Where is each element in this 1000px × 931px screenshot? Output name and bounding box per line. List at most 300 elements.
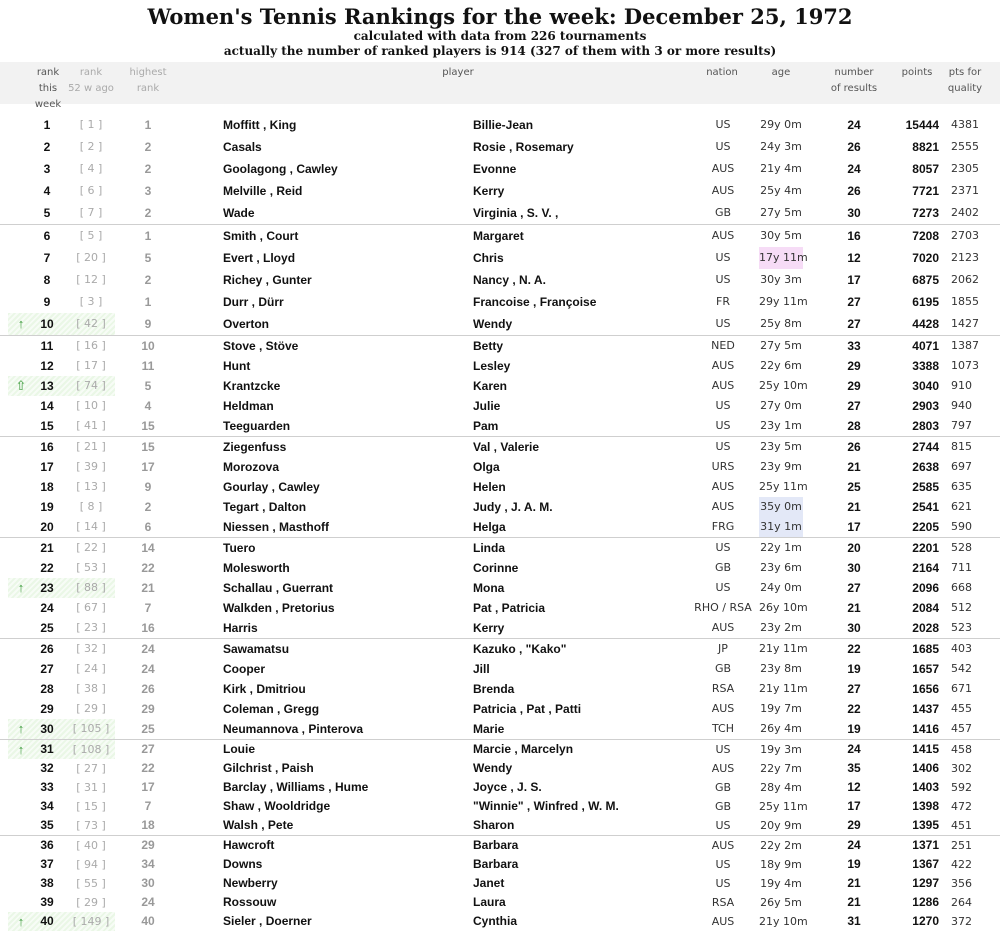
player-age: 17y 11m xyxy=(759,247,803,269)
player-nation: AUS xyxy=(711,162,735,175)
player-nation: AUS xyxy=(711,839,735,852)
points: 2205 xyxy=(912,520,939,534)
player-nation: AUS xyxy=(711,184,735,197)
player-age: 25y 4m xyxy=(760,184,802,197)
points-for-quality: 2062 xyxy=(951,273,979,286)
rank-52w-ago: [ 10 ] xyxy=(76,399,106,412)
points: 4071 xyxy=(912,339,939,353)
number-of-results: 30 xyxy=(847,561,861,575)
player-given-name: Patricia , Pat , Patti xyxy=(473,702,582,716)
points-for-quality: 472 xyxy=(951,800,972,813)
player-given-name: Brenda xyxy=(473,682,515,696)
page-title: Women's Tennis Rankings for the week: December 25, 1972 xyxy=(147,4,853,29)
points: 2028 xyxy=(912,621,939,635)
number-of-results: 21 xyxy=(847,601,861,615)
player-age: 19y 3m xyxy=(760,743,802,756)
player-age: 26y 4m xyxy=(760,722,802,735)
player-given-name: Val , Valerie xyxy=(473,440,540,454)
table-row[interactable] xyxy=(0,699,1000,719)
rank-this-week: 28 xyxy=(40,682,54,696)
points-for-quality: 2555 xyxy=(951,140,979,153)
points: 1415 xyxy=(912,742,939,756)
table-row[interactable] xyxy=(0,376,1000,396)
highest-rank: 1 xyxy=(144,295,152,309)
player-age: 22y 1m xyxy=(760,541,802,554)
table-row[interactable] xyxy=(0,912,1000,931)
rank-52w-ago: [ 29 ] xyxy=(76,896,106,909)
rank-this-week: 12 xyxy=(40,359,54,373)
player-surname[interactable]: Wade xyxy=(223,206,255,220)
table-row[interactable] xyxy=(0,180,1000,202)
player-surname[interactable]: Ziegenfuss xyxy=(223,440,287,454)
table-row[interactable] xyxy=(0,416,1000,436)
player-age: 21y 11m xyxy=(759,682,808,695)
player-surname[interactable]: Niessen , Masthoff xyxy=(223,520,330,534)
points: 2084 xyxy=(912,601,939,615)
player-surname[interactable]: Gilchrist , Paish xyxy=(223,761,314,775)
player-age: 22y 2m xyxy=(760,839,802,852)
highest-rank: 40 xyxy=(141,914,155,928)
player-age: 27y 5m xyxy=(760,339,802,352)
points: 2585 xyxy=(912,480,939,494)
col-results-label: number xyxy=(834,67,874,78)
rank-52w-ago: [ 67 ] xyxy=(76,601,106,614)
player-nation: GB xyxy=(714,662,732,675)
points-for-quality: 528 xyxy=(951,541,972,554)
rank-this-week: 13 xyxy=(40,379,54,393)
number-of-results: 12 xyxy=(847,780,861,794)
col-quality-sublabel: quality xyxy=(947,83,983,94)
highest-rank: 21 xyxy=(141,581,155,595)
player-given-name: Helga xyxy=(473,520,506,534)
highest-rank: 10 xyxy=(141,339,155,353)
points-for-quality: 251 xyxy=(951,839,972,852)
player-nation: US xyxy=(715,819,731,832)
player-surname[interactable]: Teeguarden xyxy=(223,419,291,433)
rank-52w-ago: [ 105 ] xyxy=(72,722,110,735)
table-row[interactable] xyxy=(0,224,1000,247)
number-of-results: 26 xyxy=(847,184,861,198)
rank-52w-ago: [ 39 ] xyxy=(76,460,106,473)
highest-rank: 4 xyxy=(144,399,152,413)
subtitle-ranked-players: actually the number of ranked players is 914 (327 of them with 3 or more results) xyxy=(223,44,777,58)
points: 8821 xyxy=(912,140,939,154)
player-surname[interactable]: Rossouw xyxy=(223,895,277,909)
number-of-results: 24 xyxy=(847,118,861,132)
points: 6195 xyxy=(912,295,939,309)
highest-rank: 24 xyxy=(141,662,155,676)
col-nation[interactable] xyxy=(698,65,746,81)
table-row[interactable] xyxy=(0,598,1000,618)
player-given-name: Virginia , S. V. , xyxy=(473,206,559,220)
rank-52w-ago: [ 88 ] xyxy=(76,581,106,594)
player-nation: GB xyxy=(714,800,732,813)
col-high-sublabel: rank xyxy=(136,83,160,94)
points-for-quality: 4381 xyxy=(951,118,979,131)
player-surname[interactable]: Durr , Dürr xyxy=(223,295,284,309)
player-surname[interactable]: Sieler , Doerner xyxy=(223,914,312,928)
col-number-of-results[interactable] xyxy=(826,65,882,97)
points-for-quality: 264 xyxy=(951,896,972,909)
rank-52w-ago: [ 42 ] xyxy=(76,317,106,330)
points: 7273 xyxy=(912,206,939,220)
rank-up-arrow-icon: ↑ xyxy=(17,721,25,736)
player-age: 26y 10m xyxy=(759,601,808,614)
highest-rank: 2 xyxy=(144,162,152,176)
player-surname[interactable]: Coleman , Gregg xyxy=(223,702,320,716)
table-row[interactable] xyxy=(0,457,1000,477)
table-row[interactable] xyxy=(0,436,1000,457)
table-row[interactable] xyxy=(0,269,1000,291)
player-surname[interactable]: Stove , Stöve xyxy=(223,339,299,353)
player-given-name: Barbara xyxy=(473,838,519,852)
points: 1371 xyxy=(912,838,939,852)
table-row[interactable] xyxy=(0,247,1000,269)
rank-52w-ago: [ 73 ] xyxy=(76,819,106,832)
col-pts-for-quality[interactable] xyxy=(946,65,984,97)
player-nation: AUS xyxy=(711,379,735,392)
rank-52w-ago: [ 6 ] xyxy=(79,184,103,197)
col-nation-label: nation xyxy=(706,67,738,78)
rank-52w-ago: [ 14 ] xyxy=(76,520,106,533)
col-highest-rank[interactable] xyxy=(124,65,172,97)
rank-this-week: 29 xyxy=(40,702,54,716)
rank-52w-ago: [ 5 ] xyxy=(79,229,103,242)
player-nation: TCH xyxy=(711,722,735,735)
rank-52w-ago: [ 16 ] xyxy=(76,339,106,352)
points: 3388 xyxy=(912,359,939,373)
highest-rank: 30 xyxy=(141,876,155,890)
rank-52w-ago: [ 13 ] xyxy=(76,480,106,493)
table-row[interactable] xyxy=(0,739,1000,759)
rank-52w-ago: [ 3 ] xyxy=(79,295,103,308)
player-surname[interactable]: Shaw , Wooldridge xyxy=(223,799,331,813)
points-for-quality: 542 xyxy=(951,662,972,675)
highest-rank: 6 xyxy=(144,520,152,534)
table-row[interactable] xyxy=(0,893,1000,912)
rank-this-week: 8 xyxy=(43,273,51,287)
points: 6875 xyxy=(912,273,939,287)
table-row[interactable] xyxy=(0,659,1000,679)
player-given-name: Wendy xyxy=(473,761,513,775)
player-given-name: Kerry xyxy=(473,184,505,198)
player-surname[interactable]: Evert , Lloyd xyxy=(223,251,296,265)
player-nation: FRG xyxy=(711,520,735,533)
table-row[interactable] xyxy=(0,497,1000,517)
player-surname[interactable]: Heldman xyxy=(223,399,274,413)
player-given-name: Pat , Patricia xyxy=(473,601,546,615)
table-row[interactable] xyxy=(0,638,1000,659)
number-of-results: 28 xyxy=(847,419,861,433)
points: 2638 xyxy=(912,460,939,474)
player-nation: AUS xyxy=(711,762,735,775)
points: 7020 xyxy=(912,251,939,265)
col-player[interactable] xyxy=(420,65,496,81)
player-surname[interactable]: Downs xyxy=(223,857,263,871)
player-surname[interactable]: Sawamatsu xyxy=(223,642,290,656)
column-header-row xyxy=(0,62,1000,110)
rank-this-week: 24 xyxy=(40,601,54,615)
number-of-results: 26 xyxy=(847,440,861,454)
points: 15444 xyxy=(905,118,939,132)
rank-52w-ago: [ 2 ] xyxy=(79,140,103,153)
rank-this-week: 27 xyxy=(40,662,54,676)
player-nation: AUS xyxy=(711,229,735,242)
table-row[interactable] xyxy=(0,679,1000,699)
player-surname[interactable]: Casals xyxy=(223,140,262,154)
number-of-results: 22 xyxy=(847,702,861,716)
table-row[interactable] xyxy=(0,335,1000,356)
table-row[interactable] xyxy=(0,835,1000,855)
player-surname[interactable]: Barclay , Williams , Hume xyxy=(223,780,369,794)
points-for-quality: 621 xyxy=(951,500,972,513)
highest-rank: 5 xyxy=(144,251,152,265)
number-of-results: 30 xyxy=(847,621,861,635)
rank-up-arrow-icon: ↑ xyxy=(17,580,25,595)
points: 4428 xyxy=(912,317,939,331)
points: 2903 xyxy=(912,399,939,413)
points-for-quality: 455 xyxy=(951,702,972,715)
page-header xyxy=(0,0,1000,59)
player-surname[interactable]: Tegart , Dalton xyxy=(223,500,307,514)
points: 8057 xyxy=(912,162,939,176)
player-age: 29y 0m xyxy=(760,118,802,131)
highest-rank: 17 xyxy=(141,460,155,474)
player-surname[interactable]: Richey , Gunter xyxy=(223,273,312,287)
highest-rank: 29 xyxy=(141,838,155,852)
points: 1367 xyxy=(912,857,939,871)
player-nation: AUS xyxy=(711,915,735,928)
highest-rank: 2 xyxy=(144,500,152,514)
points-for-quality: 1855 xyxy=(951,295,979,308)
highest-rank: 15 xyxy=(141,419,155,433)
col-rank-label: rank xyxy=(36,67,60,78)
points: 7721 xyxy=(912,184,939,198)
points: 2201 xyxy=(912,541,939,555)
player-age: 23y 8m xyxy=(760,662,802,675)
number-of-results: 29 xyxy=(847,379,861,393)
highest-rank: 7 xyxy=(144,601,152,615)
player-given-name: Karen xyxy=(473,379,508,393)
table-row[interactable] xyxy=(0,874,1000,893)
rank-52w-ago: [ 108 ] xyxy=(72,743,110,756)
rank-52w-ago: [ 32 ] xyxy=(76,642,106,655)
player-given-name: Kerry xyxy=(473,621,505,635)
player-given-name: Linda xyxy=(473,541,505,555)
table-row[interactable] xyxy=(0,618,1000,638)
col-results-sublabel: of results xyxy=(830,83,878,94)
rank-this-week: 1 xyxy=(43,118,51,132)
table-row[interactable] xyxy=(0,578,1000,598)
number-of-results: 21 xyxy=(847,460,861,474)
rank-52w-ago: [ 40 ] xyxy=(76,839,106,852)
player-nation: US xyxy=(715,317,731,330)
player-surname[interactable]: Moffitt , King xyxy=(223,118,297,132)
player-nation: US xyxy=(715,399,731,412)
player-nation: US xyxy=(715,118,731,131)
player-given-name: Chris xyxy=(473,251,504,265)
player-age: 25y 10m xyxy=(759,379,808,392)
player-surname[interactable]: Melville , Reid xyxy=(223,184,303,198)
player-surname[interactable]: Cooper xyxy=(223,662,265,676)
rank-52w-ago: [ 17 ] xyxy=(76,359,106,372)
table-row[interactable] xyxy=(0,816,1000,835)
player-given-name: Evonne xyxy=(473,162,517,176)
highest-rank: 1 xyxy=(144,118,152,132)
highest-rank: 2 xyxy=(144,273,152,287)
highest-rank: 24 xyxy=(141,895,155,909)
player-surname[interactable]: Schallau , Guerrant xyxy=(223,581,334,595)
points: 7208 xyxy=(912,229,939,243)
player-nation: GB xyxy=(714,206,732,219)
points-for-quality: 2371 xyxy=(951,184,979,197)
points-for-quality: 2123 xyxy=(951,251,979,264)
table-row[interactable] xyxy=(0,477,1000,497)
number-of-results: 27 xyxy=(847,682,861,696)
player-age: 28y 4m xyxy=(760,781,802,794)
player-surname[interactable]: Overton xyxy=(223,317,270,331)
table-row[interactable] xyxy=(0,396,1000,416)
player-age: 27y 0m xyxy=(760,399,802,412)
player-nation: US xyxy=(715,743,731,756)
player-given-name: Marie xyxy=(473,722,505,736)
rank-52w-ago: [ 8 ] xyxy=(79,500,103,513)
table-row[interactable] xyxy=(0,797,1000,816)
highest-rank: 22 xyxy=(141,561,155,575)
player-surname[interactable]: Gourlay , Cawley xyxy=(223,480,320,494)
table-row[interactable] xyxy=(0,114,1000,136)
col-age[interactable] xyxy=(762,65,800,81)
points: 1685 xyxy=(912,642,939,656)
player-surname[interactable]: Harris xyxy=(223,621,258,635)
number-of-results: 19 xyxy=(847,662,861,676)
player-age: 23y 5m xyxy=(760,440,802,453)
rank-this-week: 3 xyxy=(43,162,51,176)
table-row[interactable] xyxy=(0,313,1000,335)
player-age: 25y 11m xyxy=(759,800,808,813)
rank-this-week: 16 xyxy=(40,440,54,454)
player-surname[interactable]: Goolagong , Cawley xyxy=(223,162,338,176)
points-for-quality: 2703 xyxy=(951,229,979,242)
highest-rank: 2 xyxy=(144,206,152,220)
rank-this-week: 10 xyxy=(40,317,54,331)
rank-this-week: 37 xyxy=(40,857,54,871)
highest-rank: 25 xyxy=(141,722,155,736)
col-rank-sublabel: this week xyxy=(34,83,62,110)
points-for-quality: 815 xyxy=(951,440,972,453)
player-surname[interactable]: Kirk , Dmitriou xyxy=(223,682,306,696)
table-row[interactable] xyxy=(0,158,1000,180)
player-surname[interactable]: Krantzcke xyxy=(223,379,281,393)
col-rank-this-week[interactable] xyxy=(26,65,70,113)
table-row[interactable] xyxy=(0,719,1000,739)
highest-rank: 9 xyxy=(144,317,152,331)
number-of-results: 27 xyxy=(847,399,861,413)
player-surname[interactable]: Walsh , Pete xyxy=(223,818,294,832)
rank-52w-ago: [ 41 ] xyxy=(76,419,106,432)
col-points[interactable] xyxy=(896,65,938,81)
rank-this-week: 36 xyxy=(40,838,54,852)
player-surname[interactable]: Neumannova , Pinterova xyxy=(223,722,364,736)
player-surname[interactable]: Hunt xyxy=(223,359,251,373)
highest-rank: 15 xyxy=(141,440,155,454)
table-row[interactable] xyxy=(0,517,1000,537)
player-given-name: Rosie , Rosemary xyxy=(473,140,574,154)
rank-this-week: 7 xyxy=(43,251,51,265)
player-given-name: Jill xyxy=(473,662,490,676)
player-surname[interactable]: Louie xyxy=(223,742,255,756)
player-age: 21y 4m xyxy=(760,162,802,175)
player-surname[interactable]: Tuero xyxy=(223,541,256,555)
player-nation: RSA xyxy=(711,896,735,909)
rank-this-week: 23 xyxy=(40,581,54,595)
table-row[interactable] xyxy=(0,778,1000,797)
player-age: 23y 6m xyxy=(760,561,802,574)
rank-52w-ago: [ 7 ] xyxy=(79,206,103,219)
points-for-quality: 592 xyxy=(951,781,972,794)
player-surname[interactable]: Newberry xyxy=(223,876,278,890)
number-of-results: 24 xyxy=(847,742,861,756)
player-nation: JP xyxy=(718,642,728,655)
player-given-name: Cynthia xyxy=(473,914,518,928)
player-surname[interactable]: Walkden , Pretorius xyxy=(223,601,335,615)
player-age: 20y 9m xyxy=(760,819,802,832)
player-nation: NED xyxy=(711,339,735,352)
player-surname[interactable]: Hawcroft xyxy=(223,838,275,852)
player-given-name: Olga xyxy=(473,460,500,474)
player-age: 27y 5m xyxy=(760,206,802,219)
table-row[interactable] xyxy=(0,759,1000,778)
player-given-name: Pam xyxy=(473,419,499,433)
player-surname[interactable]: Smith , Court xyxy=(223,229,299,243)
player-given-name: Janet xyxy=(473,876,505,890)
player-surname[interactable]: Morozova xyxy=(223,460,280,474)
number-of-results: 31 xyxy=(847,914,861,928)
highest-rank: 11 xyxy=(141,359,155,373)
player-nation: US xyxy=(715,419,731,432)
rank-up-arrow-icon: ⇧ xyxy=(15,378,27,393)
rank-this-week: 9 xyxy=(43,295,51,309)
rank-this-week: 19 xyxy=(40,500,54,514)
player-age: 23y 9m xyxy=(760,460,802,473)
table-row[interactable] xyxy=(0,558,1000,578)
player-nation: RSA xyxy=(711,682,735,695)
rank-52w-ago: [ 24 ] xyxy=(76,662,106,675)
number-of-results: 27 xyxy=(847,581,861,595)
points-for-quality: 635 xyxy=(951,480,972,493)
number-of-results: 27 xyxy=(847,295,861,309)
points-for-quality: 458 xyxy=(951,743,972,756)
rank-52w-ago: [ 12 ] xyxy=(76,273,106,286)
player-nation: URS xyxy=(711,460,735,473)
table-row[interactable] xyxy=(0,356,1000,376)
rank-52w-ago: [ 94 ] xyxy=(76,858,106,871)
highest-rank: 9 xyxy=(144,480,152,494)
rank-52w-ago: [ 4 ] xyxy=(79,162,103,175)
col-rank-52w-ago[interactable] xyxy=(66,65,116,97)
player-given-name: Julie xyxy=(473,399,501,413)
table-row[interactable] xyxy=(0,136,1000,158)
highest-rank: 26 xyxy=(141,682,155,696)
table-row[interactable] xyxy=(0,291,1000,313)
player-nation: US xyxy=(715,140,731,153)
rank-52w-ago: [ 27 ] xyxy=(76,762,106,775)
table-row[interactable] xyxy=(0,537,1000,558)
table-row[interactable] xyxy=(0,855,1000,874)
table-row[interactable] xyxy=(0,202,1000,224)
points: 2096 xyxy=(912,581,939,595)
player-surname[interactable]: Molesworth xyxy=(223,561,290,575)
